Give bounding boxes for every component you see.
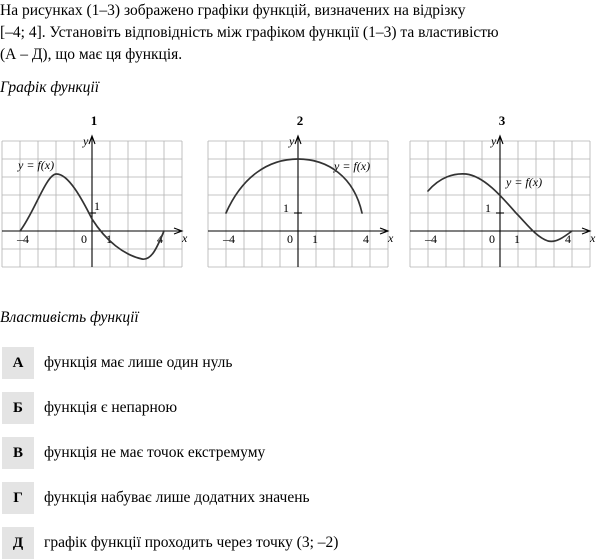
tick-label-four: 4: [157, 232, 163, 246]
x-axis-label: x: [388, 231, 394, 245]
property-item-a: [2, 347, 592, 379]
property-item-v: [2, 437, 592, 469]
tick-label-zero: 0: [489, 232, 495, 246]
tick-label-one-x: 1: [312, 232, 318, 246]
property-item-b: [2, 392, 592, 424]
function-label: y = f(x): [18, 158, 55, 172]
property-letter: Г: [2, 482, 34, 514]
tick-label-neg4: –4: [425, 232, 437, 246]
y-axis-label: y: [289, 134, 295, 148]
property-text: графік функції проходить через точку (3; –2): [44, 534, 339, 551]
graph-number: 3: [498, 113, 506, 128]
tick-label-one-y: 1: [283, 201, 289, 215]
property-letter: В: [2, 437, 34, 469]
x-axis-label: x: [590, 231, 596, 245]
tick-label-one-y: 1: [94, 199, 100, 213]
graph-3: [410, 113, 596, 275]
tick-label-neg4: –4: [17, 232, 29, 246]
y-axis-label: y: [83, 134, 89, 148]
function-label: y = f(x): [506, 175, 543, 189]
task-statement: [0, 0, 598, 66]
x-axis-label: x: [182, 231, 188, 245]
task-statement-line: [–4; 4]. Установіть відповідність між графіком функції (1–3) та властивістю: [0, 24, 499, 41]
tick-label-four: 4: [363, 232, 369, 246]
graph-1: [2, 113, 188, 275]
property-text: функція є непарною: [44, 399, 178, 416]
graph-2: [208, 113, 394, 275]
task-statement-line: На рисунках (1–3) зображено графіки функцій, визначених на відрізку: [0, 2, 466, 19]
graph-number: 1: [90, 113, 98, 128]
tick-label-four: 4: [565, 232, 571, 246]
properties-section-title: Властивість функції: [0, 309, 139, 326]
tick-label-zero: 0: [287, 232, 293, 246]
tick-label-one-y: 1: [485, 201, 491, 215]
property-item-g: [2, 482, 592, 514]
tick-label-neg4: –4: [223, 232, 235, 246]
task-statement-line: (А – Д), що має ця функція.: [0, 46, 183, 63]
tick-label-one-x: 1: [514, 232, 520, 246]
property-item-d: [2, 527, 592, 559]
property-text: функція набуває лише додатних значень: [44, 489, 310, 506]
y-axis-label: y: [491, 134, 497, 148]
property-text: функція має лише один нуль: [44, 354, 233, 371]
tick-label-zero: 0: [81, 232, 87, 246]
graph-number: 2: [296, 113, 304, 128]
property-letter: Б: [2, 392, 34, 424]
graphs-section-title: Графік функції: [0, 79, 99, 96]
property-letter: А: [2, 347, 34, 379]
property-text: функція не має точок екстремуму: [44, 444, 266, 461]
property-letter: Д: [2, 527, 34, 559]
function-label: y = f(x): [334, 159, 371, 173]
tick-label-one-x: 1: [106, 232, 112, 246]
